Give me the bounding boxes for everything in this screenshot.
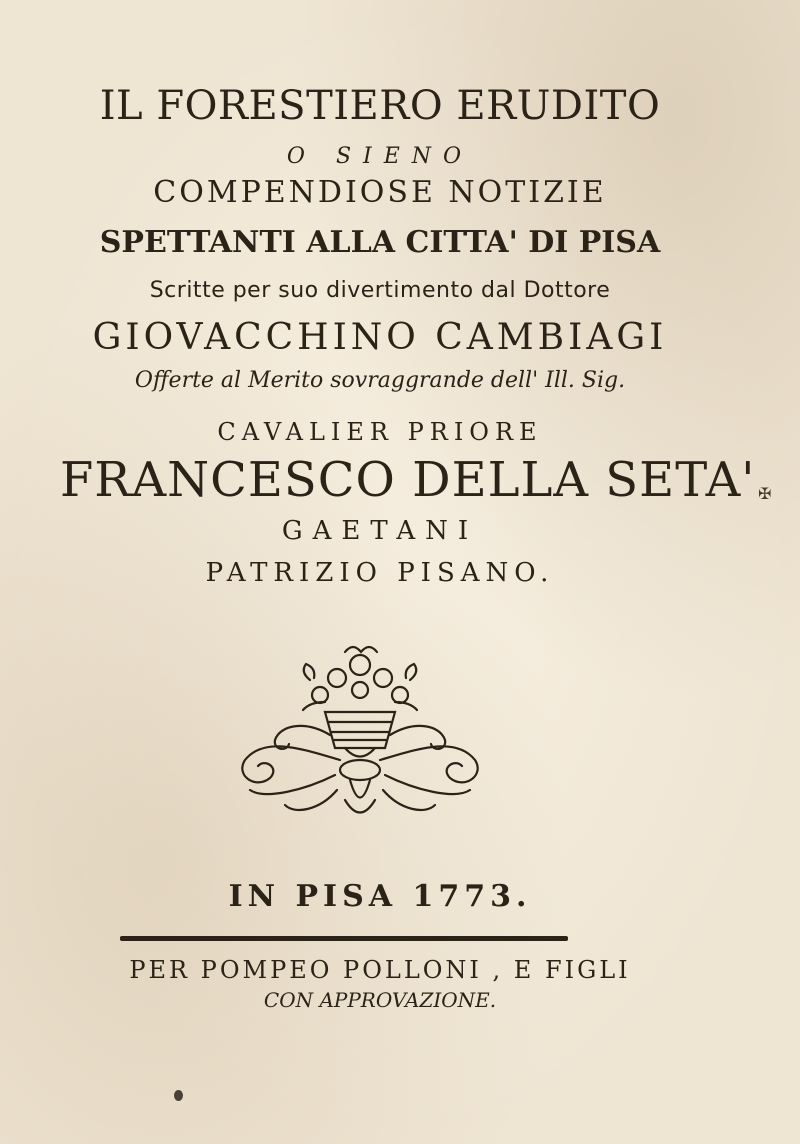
line-cavalier: CAVALIER PRIORE [217, 418, 543, 446]
line-scritte: Scritte per suo divertimento dal Dottore [149, 278, 611, 303]
imprint-publisher: PER POMPEO POLLONI , E FIGLI [129, 956, 631, 984]
margin-mark: ✠ [758, 484, 772, 503]
dedicatee-name: FRANCESCO DELLA SETA' [60, 452, 756, 508]
subtitle-compendiose: COMPENDIOSE NOTIZIE [153, 175, 607, 210]
subtitle-spettanti: SPETTANTI ALLA CITTA' DI PISA [99, 225, 661, 260]
imprint-approval: CON APPROVAZIONE. [263, 988, 497, 1012]
ink-spot [174, 1090, 183, 1101]
line-gaetani: GAETANI [281, 516, 479, 546]
author-name: GIOVACCHINO CAMBIAGI [92, 317, 668, 358]
line-offerte: Offerte al Merito sovraggrande dell' Ill. Sig. [134, 368, 626, 393]
book-title: IL FORESTIERO ERUDITO [99, 83, 661, 129]
subtitle-o-sieno: O SIENO [286, 144, 474, 169]
flower-basket-ornament-icon [225, 640, 495, 830]
imprint-place-year: IN PISA 1773. [228, 879, 532, 914]
line-patrizio: PATRIZIO PISANO. [205, 558, 555, 588]
horizontal-rule [120, 936, 568, 941]
